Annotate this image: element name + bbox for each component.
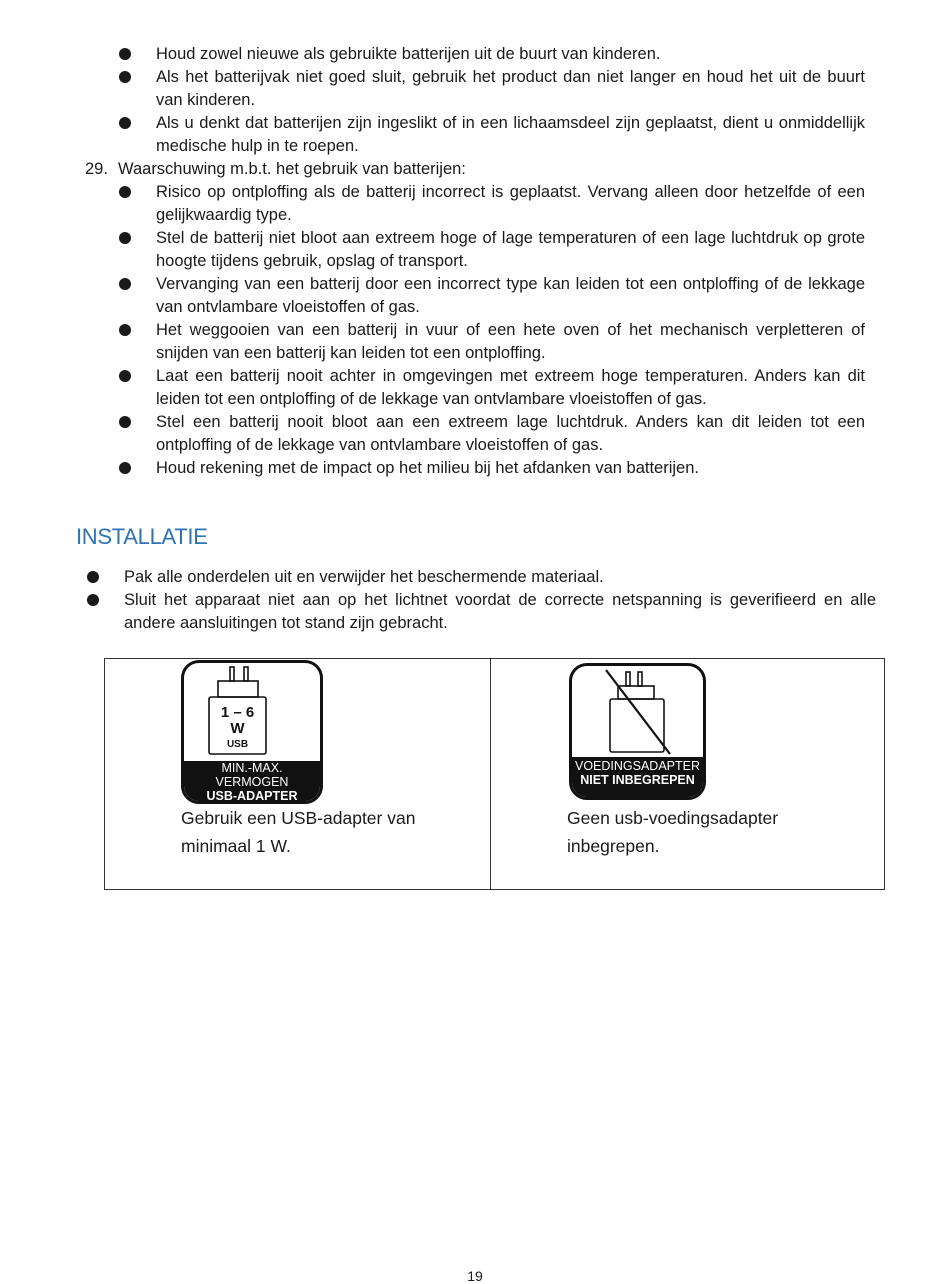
bullet — [87, 571, 99, 583]
item-text: Waarschuwing m.b.t. het gebruik van batterijen: — [118, 160, 466, 178]
no-adapter-drawing — [572, 666, 703, 763]
adapter-power-text: 1 – 6 — [220, 704, 255, 721]
item-number: 29. — [85, 160, 108, 178]
section-heading-installatie: INSTALLATIE — [76, 524, 208, 549]
list-item: Het weggooien van een batterij in vuur of een hete oven of het mechanisch verpletteren of snijden van een batterij kan leiden tot een ontploffing. — [156, 319, 865, 365]
adapter-info-table — [104, 658, 885, 890]
icon-caption-band: VOEDINGSADAPTER NIET INBEGREPEN — [572, 757, 703, 797]
bullet — [119, 462, 131, 474]
usb-adapter-drawing — [184, 663, 320, 763]
bullet — [119, 186, 131, 198]
list-item: Vervanging van een batterij door een incorrect type kan leiden tot een ontploffing of de lekkage van ontvlambare vloeistoffen of gas. — [156, 273, 865, 319]
bullet — [119, 232, 131, 244]
usb-adapter-note: Gebruik een USB-adapter van minimaal 1 W. — [181, 808, 416, 856]
bullet — [119, 117, 131, 129]
bullet — [119, 370, 131, 382]
bullet — [119, 71, 131, 83]
bullet — [119, 416, 131, 428]
list-item: Houd zowel nieuwe als gebruikte batterijen uit de buurt van kinderen. — [156, 43, 865, 66]
bullet — [119, 278, 131, 290]
battery-warnings-list — [156, 181, 865, 480]
list-item: Als het batterijvak niet goed sluit, gebruik het product dan niet langer en houd het uit de buurt van kinderen. — [156, 66, 865, 112]
list-item: Laat een batterij nooit achter in omgevingen met extreem hoge temperaturen. Anders kan dit leiden tot een ontploffing of de lekkage van ontvlambare vloeistoffen of gas. — [156, 365, 865, 411]
no-adapter-icon — [569, 663, 706, 800]
list-item: Als u denkt dat batterijen zijn ingeslikt of in een lichaamsdeel zijn geplaatst, dient u onmiddellijk medische hulp in te roepen. — [156, 112, 865, 158]
bullet — [87, 594, 99, 606]
icon-caption-band: MIN.-MAX. VERMOGEN USB-ADAPTER — [184, 761, 320, 801]
battery-safety-list — [156, 43, 865, 158]
bullet — [119, 48, 131, 60]
list-item: Sluit het apparaat niet aan op het lichtnet voordat de correcte netspanning is geverifieerd en alle andere aansluitingen tot stand zijn gebracht. — [124, 589, 876, 635]
list-item: Pak alle onderdelen uit en verwijder het beschermende materiaal. — [124, 566, 876, 589]
numbered-item-29 — [85, 158, 466, 181]
list-item: Risico op ontploffing als de batterij incorrect is geplaatst. Vervang alleen door hetzelfde of een gelijkwaardig type. — [156, 181, 865, 227]
list-item: Houd rekening met de impact op het milieu bij het afdanken van batterijen. — [156, 457, 865, 480]
no-adapter-note: Geen usb-voedingsadapter inbegrepen. — [567, 808, 779, 856]
installation-list — [124, 566, 876, 635]
table-divider — [490, 659, 491, 889]
list-item: Stel een batterij nooit bloot aan een extreem lage luchtdruk. Anders kan dit leiden tot een ontploffing of de lekkage van ontvlambare vloeistoffen of gas. — [156, 411, 865, 457]
bullet — [119, 324, 131, 336]
page-number: 19 — [467, 1268, 483, 1284]
list-item: Stel de batterij niet bloot aan extreem hoge of lage temperaturen of een lage luchtdruk op grote hoogte tijdens gebruik, opslag of transport. — [156, 227, 865, 273]
adapter-type-text: USB — [226, 739, 249, 750]
usb-adapter-icon — [181, 660, 323, 804]
adapter-unit-text: W — [230, 720, 245, 737]
